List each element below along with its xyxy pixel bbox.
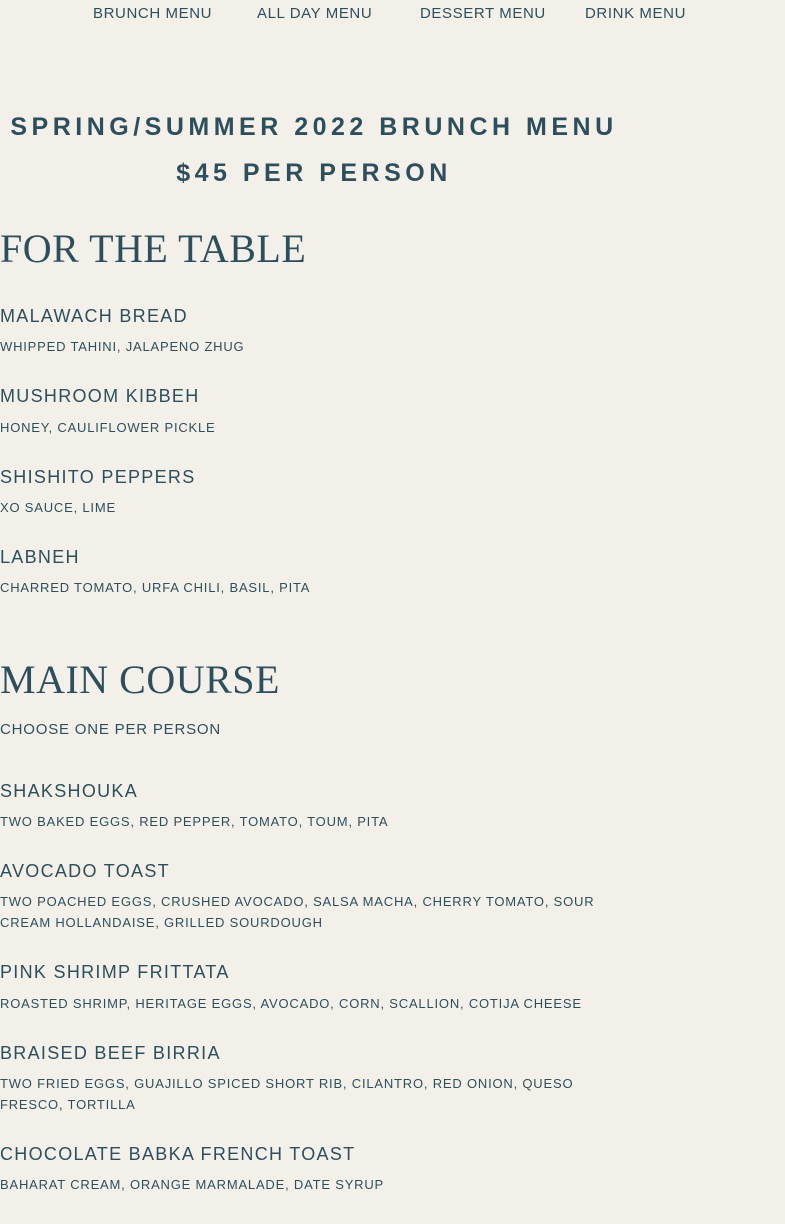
section-note: CHOOSE ONE PER PERSON <box>0 721 222 738</box>
menu-item-description: HONEY, CAULIFLOWER PICKLE <box>0 420 216 435</box>
menu-title: SPRING/SUMMER 2022 BRUNCH MENU <box>10 113 618 141</box>
menu-item-name: PINK SHRIMP FRITTATA <box>0 962 230 982</box>
section-heading-for-the-table: FOR THE TABLE <box>0 226 307 271</box>
nav-link-drink-menu[interactable]: DRINK MENU <box>585 5 687 22</box>
menu-item-name: SHAKSHOUKA <box>0 781 139 801</box>
menu-item-name: AVOCADO TOAST <box>0 861 170 881</box>
menu-item-description: CHARRED TOMATO, URFA CHILI, BASIL, PITA <box>0 580 311 595</box>
menu-item-name: LABNEH <box>0 547 80 567</box>
menu-item-description: ROASTED SHRIMP, HERITAGE EGGS, AVOCADO, CORN, SCALLION, COTIJA CHEESE <box>0 996 582 1011</box>
section-heading-main-course: MAIN COURSE <box>0 657 280 702</box>
menu-item-name: BRAISED BEEF BIRRIA <box>0 1043 221 1063</box>
menu-item-name: MUSHROOM KIBBEH <box>0 386 200 406</box>
menu-item-description: TWO FRIED EGGS, GUAJILLO SPICED SHORT RIB, CILANTRO, RED ONION, QUESO FRESCO, TORTILLA <box>0 1076 574 1112</box>
menu-item-description: TWO BAKED EGGS, RED PEPPER, TOMATO, TOUM, PITA <box>0 814 389 829</box>
menu-item-name: MALAWACH BREAD <box>0 306 188 326</box>
menu-item-name: SHISHITO PEPPERS <box>0 467 196 487</box>
nav-link-all-day-menu[interactable]: ALL DAY MENU <box>257 5 373 22</box>
menu-item-description: WHIPPED TAHINI, JALAPENO ZHUG <box>0 339 245 354</box>
menu-item-description: TWO POACHED EGGS, CRUSHED AVOCADO, SALSA MACHA, CHERRY TOMATO, SOUR CREAM HOLLANDAISE, GRILLED SOURDOUGH <box>0 894 595 930</box>
menu-price: $45 PER PERSON <box>176 159 452 187</box>
nav-link-dessert-menu[interactable]: DESSERT MENU <box>420 5 546 22</box>
menu-item-description: BAHARAT CREAM, ORANGE MARMALADE, DATE SYRUP <box>0 1177 385 1192</box>
menu-item-name: CHOCOLATE BABKA FRENCH TOAST <box>0 1144 356 1164</box>
menu-item-description: XO SAUCE, LIME <box>0 500 116 515</box>
top-navigation <box>0 0 785 28</box>
nav-link-brunch-menu[interactable]: BRUNCH MENU <box>93 5 213 22</box>
